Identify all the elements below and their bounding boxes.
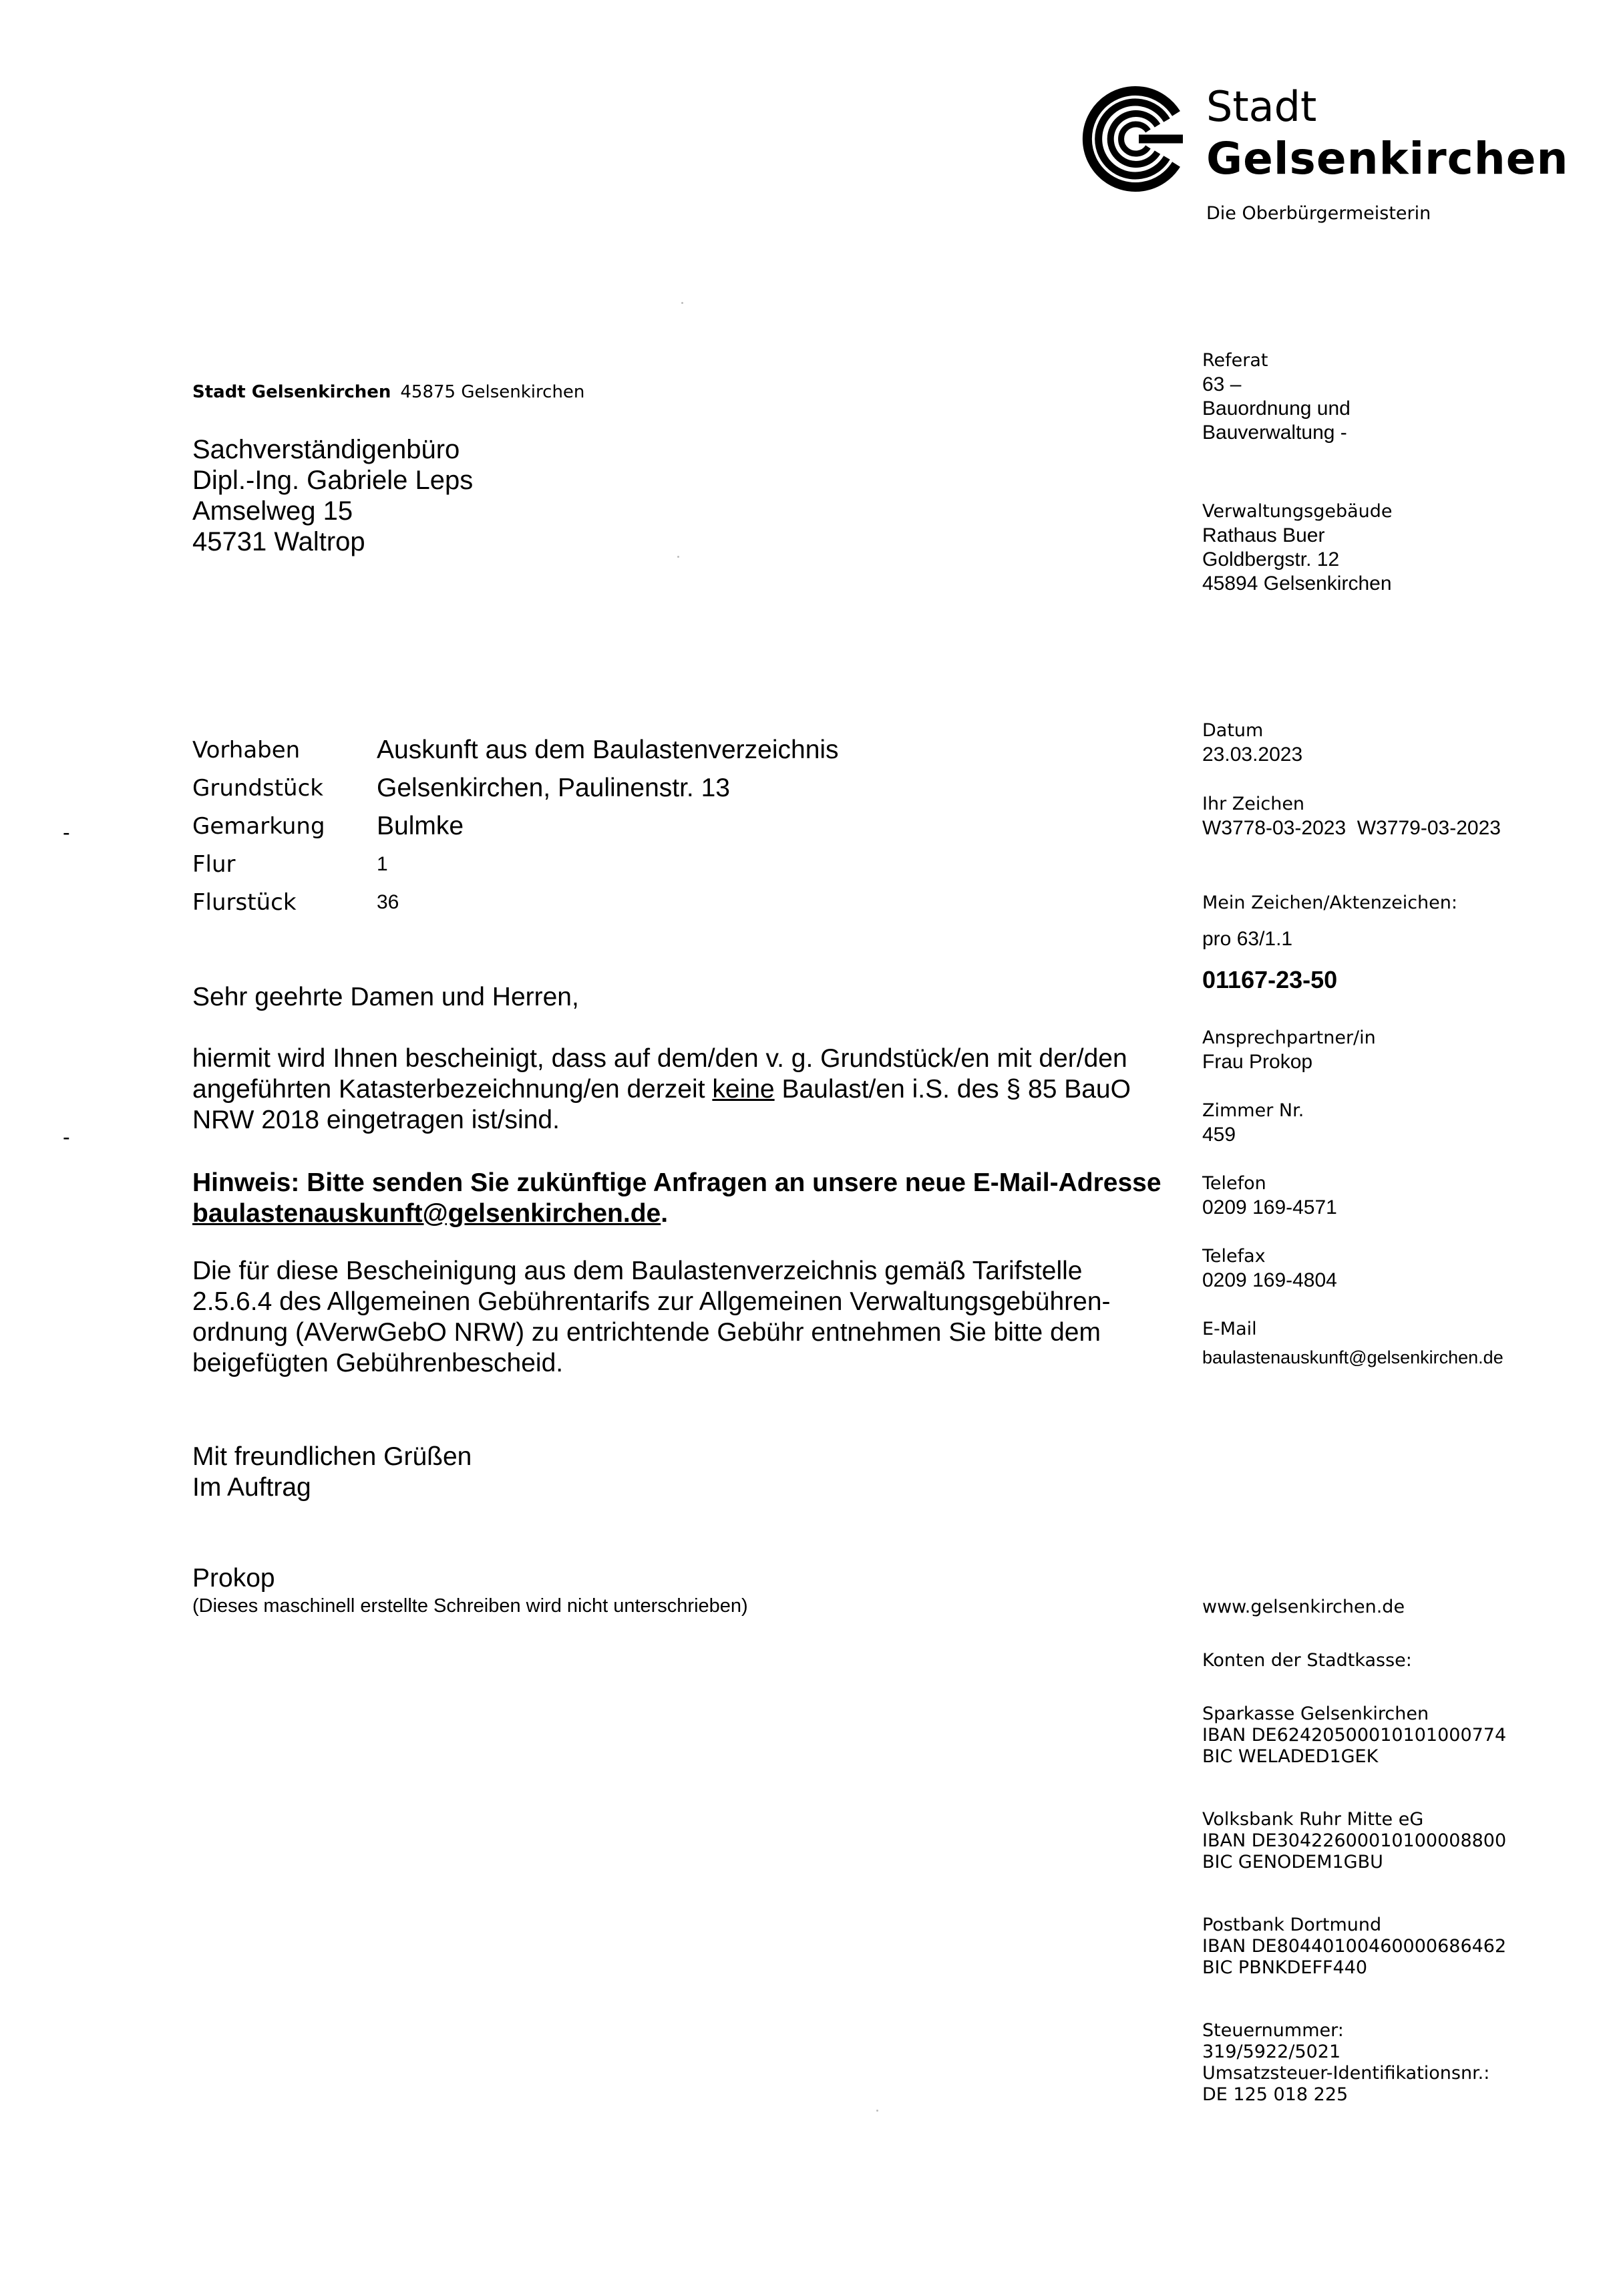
city-logo-icon (1076, 79, 1196, 199)
bank-iban: IBAN DE80440100460000686462 (1202, 1936, 1507, 1957)
subject-row (192, 883, 839, 921)
hint-email-link[interactable]: baulastenauskunft@gelsenkirchen.de (192, 1199, 661, 1228)
department-line: Bauverwaltung - (1202, 422, 1347, 444)
room-value: 459 (1202, 1124, 1236, 1146)
your-ref-label: Ihr Zeichen (1202, 794, 1305, 814)
tax-label: Steuernummer: (1202, 2020, 1344, 2041)
scan-speck (681, 302, 683, 304)
bank-bic: BIC WELADED1GEK (1202, 1746, 1379, 1767)
hint-text: Hinweis: Bitte senden Sie zukünftige Anfragen an unsere neue E-Mail-Adresse (192, 1168, 1161, 1197)
certification-text: hiermit wird Ihnen bescheinigt, dass auf dem/den v. g. Grundstück/en mit der/den angeführten Katasterbezeichnung/en derzeit (192, 1044, 1127, 1104)
closing-line: Mit freundlichen Grüßen (192, 1442, 472, 1471)
building-block (1202, 500, 1596, 596)
date-value: 23.03.2023 (1202, 744, 1303, 766)
subject-key: Vorhaben (192, 736, 301, 764)
recipient-address (192, 434, 473, 557)
tax-block (1202, 2020, 1596, 2106)
subject-row (192, 769, 839, 807)
hint-paragraph (192, 1168, 1168, 1229)
punch-mark: - (63, 1125, 70, 1149)
closing (192, 1442, 1168, 1503)
logo-city-name: Gelsenkirchen (1206, 133, 1569, 184)
date-block (1202, 719, 1596, 767)
bank-postbank (1202, 1915, 1596, 1979)
signer-note: (Dieses maschinell erstellte Schreiben wird nicht unterschrieben) (192, 1595, 748, 1617)
scan-speck (677, 556, 679, 558)
bank-iban: IBAN DE30422600010100008800 (1202, 1830, 1507, 1851)
sender-name: Stadt Gelsenkirchen (192, 382, 391, 402)
subject-table (192, 731, 839, 921)
subject-key: Flurstück (192, 888, 297, 916)
department-line: Bauordnung und (1202, 397, 1351, 420)
closing-line: Im Auftrag (192, 1473, 311, 1502)
subject-key: Gemarkung (192, 812, 325, 840)
vat-number: DE 125 018 225 (1202, 2084, 1349, 2105)
bank-volksbank (1202, 1809, 1596, 1873)
room-label: Zimmer Nr. (1202, 1100, 1304, 1121)
subject-row (192, 807, 839, 845)
building-line: Rathaus Buer (1202, 524, 1325, 546)
website[interactable]: www.gelsenkirchen.de (1202, 1597, 1405, 1617)
fax-label: Telefax (1202, 1246, 1266, 1267)
phone-value: 0209 169-4571 (1202, 1196, 1337, 1218)
salutation: Sehr geehrte Damen und Herren, (192, 983, 579, 1011)
recipient-line: Amselweg 15 (192, 496, 353, 526)
my-ref-block (1202, 891, 1596, 994)
email-block (1202, 1317, 1596, 1369)
your-ref-value: W3778-03-2023 W3779-03-2023 (1202, 817, 1501, 839)
subject-value: Gelsenkirchen, Paulinenstr. 13 (377, 773, 730, 802)
bank-name: Sparkasse Gelsenkirchen (1202, 1703, 1429, 1724)
sender-address: 45875 Gelsenkirchen (400, 382, 585, 402)
header-subtitle: Die Oberbürgermeisterin (1206, 203, 1431, 224)
your-ref-block (1202, 792, 1596, 840)
department-label: Referat (1202, 350, 1268, 371)
my-ref-label: Mein Zeichen/Aktenzeichen: (1202, 892, 1457, 913)
recipient-line: Dipl.-Ing. Gabriele Leps (192, 466, 474, 495)
subject-row (192, 731, 839, 769)
subject-value: 36 (377, 890, 399, 913)
department-block (1202, 349, 1596, 445)
my-ref-line: pro 63/1.1 (1202, 928, 1293, 950)
vat-label: Umsatzsteuer-Identifikationsnr.: (1202, 2063, 1490, 2084)
bank-name: Volksbank Ruhr Mitte eG (1202, 1809, 1424, 1830)
tax-number: 319/5922/5021 (1202, 2041, 1341, 2062)
certification-text-end: Baulast/en i.S. des § 85 BauO NRW 2018 eingetragen ist/sind. (192, 1075, 1131, 1134)
phone-block (1202, 1172, 1596, 1220)
sender-line (192, 382, 584, 402)
date-label: Datum (1202, 720, 1264, 741)
email-label: E-Mail (1202, 1319, 1257, 1339)
scan-speck (876, 2110, 878, 2112)
contact-value: Frau Prokop (1202, 1051, 1313, 1073)
building-line: 45894 Gelsenkirchen (1202, 572, 1392, 595)
certification-paragraph (192, 1043, 1168, 1136)
building-line: Goldbergstr. 12 (1202, 548, 1340, 570)
recipient-line: Sachverständigenbüro (192, 435, 460, 464)
room-block (1202, 1099, 1596, 1147)
fax-block (1202, 1245, 1596, 1293)
fax-value: 0209 169-4804 (1202, 1269, 1337, 1291)
phone-label: Telefon (1202, 1173, 1266, 1194)
subject-key: Flur (192, 850, 236, 878)
hint-text-end: . (661, 1199, 669, 1228)
department-line: 63 – (1202, 373, 1242, 395)
email-value: baulastenauskunft@gelsenkirchen.de (1202, 1347, 1503, 1367)
building-label: Verwaltungsgebäude (1202, 501, 1393, 522)
keine-underlined: keine (712, 1075, 775, 1104)
signer-name: Prokop (192, 1564, 275, 1593)
subject-value: 1 (377, 852, 388, 875)
fee-paragraph: Die für diese Bescheinigung aus dem Baulastenverzeichnis gemäß Tarifstelle 2.5.6.4 des Allgemeinen Gebührentarifs zur Allgemeinen Verwaltungsgebühren-ordnung (AVerwGebO NRW) zu entrichtende Gebühr entnehmen Sie bitte dem beigefügten Gebührenbescheid. (192, 1257, 1111, 1377)
logo-city-text: Stadt (1206, 82, 1317, 131)
subject-key: Grundstück (192, 774, 323, 802)
subject-value: Bulmke (377, 811, 464, 840)
subject-value: Auskunft aus dem Baulastenverzeichnis (377, 735, 839, 764)
bank-iban: IBAN DE62420500010101000774 (1202, 1725, 1507, 1746)
subject-row (192, 845, 839, 883)
fold-mark: - (63, 820, 70, 844)
recipient-line: 45731 Waltrop (192, 527, 365, 556)
accounts-label: Konten der Stadtkasse: (1202, 1650, 1412, 1671)
bank-name: Postbank Dortmund (1202, 1915, 1382, 1935)
bank-sparkasse (1202, 1703, 1596, 1768)
contact-block (1202, 1026, 1596, 1074)
contact-label: Ansprechpartner/in (1202, 1027, 1376, 1048)
my-ref-number: 01167-23-50 (1202, 966, 1338, 993)
bank-bic: BIC GENODEM1GBU (1202, 1852, 1383, 1872)
bank-bic: BIC PBNKDEFF440 (1202, 1957, 1368, 1978)
